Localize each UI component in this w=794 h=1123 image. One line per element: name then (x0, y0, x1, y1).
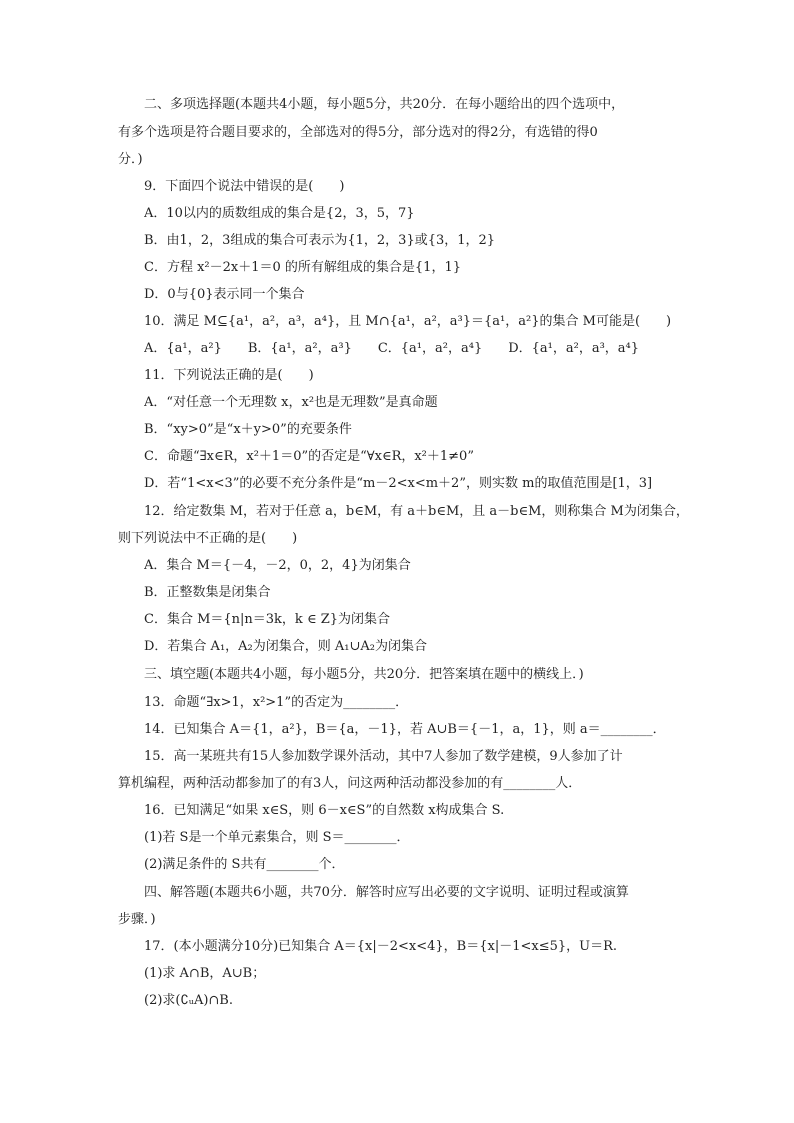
q17-stem: 17．(本小题满分10分)已知集合 A＝{x|－2<x<4}，B＝{x|－1<x≤5}，U＝R. (144, 939, 618, 954)
q16-stem: 16．已知满足“如果 x∈S，则 6－x∈S”的自然数 x构成集合 S. (144, 803, 505, 818)
q13: 13．命题“∃x>1，x²>1”的否定为________． (144, 695, 409, 710)
q12-option-b: B．正整数集是闭集合 (144, 585, 271, 600)
q11-option-b: B．“xy>0”是“x＋y>0”的充要条件 (144, 422, 352, 437)
q11-option-a: A．“对任意一个无理数 x，x²也是无理数”是真命题 (144, 395, 438, 410)
section-2-heading-end: 分．) (118, 152, 143, 167)
q15-cont: 算机编程，两种活动都参加了的有3人，问这两种活动都没参加的有________人． (118, 776, 582, 791)
q9-option-a: A．10以内的质数组成的集合是{2，3，5，7} (144, 206, 415, 221)
q12-stem-cont: 则下列说法中不正确的是( ) (118, 531, 298, 546)
q14: 14．已知集合 A＝{1，a²}，B＝{a，－1}，若 A∪B＝{－1，a，1}，则 a＝________． (144, 722, 666, 737)
q16-part-2: (2)满足条件的 S共有________个． (144, 857, 345, 872)
q9-option-c: C．方程 x²－2x＋1＝0 的所有解组成的集合是{1，1} (144, 260, 461, 275)
q17-part-2: (2)求(∁ᵤA)∩B. (144, 993, 233, 1008)
q12-stem: 12．给定数集 M，若对于任意 a，b∈M，有 a＋b∈M，且 a－b∈M，则称集合 M为闭集合， (144, 504, 689, 519)
q12-option-a: A．集合 M＝{－4，－2，0，2，4}为闭集合 (144, 558, 411, 573)
section-4-heading: 四、解答题(本题共6小题，共70分．解答时应写出必要的文字说明、证明过程或演算 (144, 885, 629, 900)
section-2-heading-cont: 有多个选项是符合题目要求的，全部选对的得5分，部分选对的得2分，有选错的得0 (118, 125, 598, 140)
q12-option-c: C．集合 M＝{n|n＝3k，k ∈ Z}为闭集合 (144, 612, 391, 627)
q10-options: A．{a¹，a²} B．{a¹，a²，a³} C．{a¹，a²，a⁴} D．{a¹，a²，a³，a⁴} (144, 341, 640, 356)
q9-option-d: D．0与{0}表示同一个集合 (144, 287, 305, 302)
section-3-heading: 三、填空题(本题共4小题，每小题5分，共20分．把答案填在题中的横线上．) (144, 667, 584, 682)
q17-part-1: (1)求 A∩B，A∪B； (144, 966, 266, 981)
q11-option-d: D．若“1<x<3”的必要不充分条件是“m－2<x<m＋2”，则实数 m的取值范围是[1，3] (144, 476, 653, 491)
section-2-heading: 二、多项选择题(本题共4小题，每小题5分，共20分．在每小题给出的四个选项中， (144, 97, 625, 112)
section-4-heading-cont: 步骤．) (118, 912, 156, 927)
q12-option-d: D．若集合 A₁，A₂为闭集合，则 A₁∪A₂为闭集合 (144, 639, 427, 654)
q10-stem: 10．满足 M⊆{a¹，a²，a³，a⁴}，且 M∩{a¹，a²，a³}＝{a¹，a²}的集合 M可能是( ) (144, 314, 672, 329)
q9-option-b: B．由1，2，3组成的集合可表示为{1，2，3}或{3，1，2} (144, 233, 496, 248)
q11-stem: 11．下列说法正确的是( ) (144, 368, 314, 383)
q9-stem: 9．下面四个说法中错误的是( ) (144, 179, 345, 194)
q16-part-1: (1)若 S是一个单元素集合，则 S＝________． (144, 830, 410, 845)
q15: 15．高一某班共有15人参加数学课外活动，其中7人参加了数学建模，9人参加了计 (144, 749, 623, 764)
q11-option-c: C．命题“∃x∈R，x²＋1＝0”的否定是“∀x∈R，x²＋1≠0” (144, 449, 474, 464)
